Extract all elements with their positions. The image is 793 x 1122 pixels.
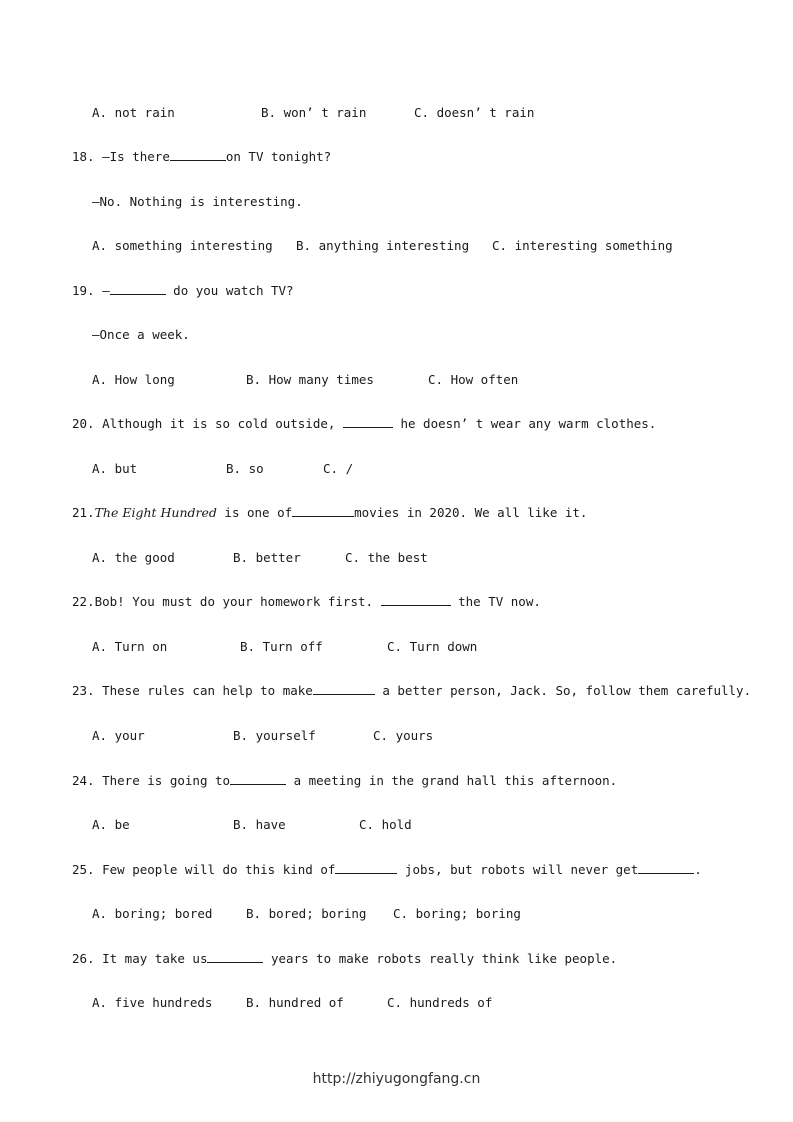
q25-stem-mid: jobs, but robots will never get bbox=[397, 862, 639, 877]
q18-stem bbox=[72, 149, 331, 165]
q19-option-c: C. How often bbox=[428, 372, 519, 387]
q19-stem-pre: — bbox=[102, 283, 110, 298]
q22-option-a: A. Turn on bbox=[92, 639, 168, 654]
q24-stem-pre: There is going to bbox=[102, 773, 231, 788]
q18-blank bbox=[170, 149, 226, 161]
q25-stem bbox=[72, 862, 702, 878]
q25-option-c: C. boring; boring bbox=[393, 906, 521, 921]
q18-stem-pre: —Is there bbox=[102, 149, 170, 164]
q25-option-a: A. boring; bored bbox=[92, 906, 213, 921]
q21-stem-pre: is one of bbox=[216, 505, 293, 520]
q24-option-b: B. have bbox=[233, 817, 286, 832]
q19-answer: —Once a week. bbox=[92, 327, 190, 342]
q23-stem bbox=[72, 683, 751, 699]
q23-option-b: B. yourself bbox=[233, 728, 316, 743]
q17-option-c: C. doesn’ t rain bbox=[414, 105, 535, 120]
q19-stem bbox=[72, 283, 294, 299]
q20-blank bbox=[343, 416, 393, 428]
q22-stem-post: the TV now. bbox=[450, 594, 541, 609]
q23-stem-post: a better person, Jack. So, follow them carefully. bbox=[374, 683, 752, 698]
q26-number: 26. bbox=[72, 951, 95, 966]
q21-option-b: B. better bbox=[233, 550, 301, 565]
q19-number: 19. bbox=[72, 283, 95, 298]
q24-stem bbox=[72, 773, 617, 789]
q19-stem-post: do you watch TV? bbox=[165, 283, 294, 298]
q18-stem-post: on TV tonight? bbox=[225, 149, 332, 164]
q24-blank bbox=[230, 773, 286, 785]
q26-blank bbox=[207, 951, 263, 963]
q17-option-b: B. won’ t rain bbox=[261, 105, 367, 120]
q20-stem-pre: Although it is so cold outside, bbox=[102, 416, 343, 431]
q26-stem-pre: It may take us bbox=[102, 951, 208, 966]
q26-stem-post: years to make robots really think like people. bbox=[263, 951, 618, 966]
q20-option-b: B. so bbox=[226, 461, 264, 476]
q26-stem bbox=[72, 951, 617, 967]
q18-option-a: A. something interesting bbox=[92, 238, 273, 253]
q22-number: 22. bbox=[72, 594, 95, 609]
q18-answer: —No. Nothing is interesting. bbox=[92, 194, 303, 209]
q25-stem-post: . bbox=[694, 862, 702, 877]
q19-blank bbox=[110, 283, 166, 295]
q22-blank bbox=[381, 594, 451, 606]
q24-option-a: A. be bbox=[92, 817, 130, 832]
q18-option-c: C. interesting something bbox=[492, 238, 673, 253]
q26-option-a: A. five hundreds bbox=[92, 995, 213, 1010]
q22-option-c: C. Turn down bbox=[387, 639, 478, 654]
q24-number: 24. bbox=[72, 773, 95, 788]
q18-number: 18. bbox=[72, 149, 95, 164]
q25-number: 25. bbox=[72, 862, 95, 877]
q24-stem-post: a meeting in the grand hall this afternoon. bbox=[286, 773, 618, 788]
q21-option-a: A. the good bbox=[92, 550, 175, 565]
q23-number: 23. bbox=[72, 683, 95, 698]
q22-option-b: B. Turn off bbox=[240, 639, 323, 654]
q24-option-c: C. hold bbox=[359, 817, 412, 832]
footer-url: http://zhiyugongfang.cn bbox=[312, 1071, 481, 1087]
q17-option-a: A. not rain bbox=[92, 105, 175, 120]
q25-stem-pre: Few people will do this kind of bbox=[102, 862, 336, 877]
q21-movie-title: The Eight Hundred bbox=[94, 505, 217, 520]
q20-stem-post: he doesn’ t wear any warm clothes. bbox=[392, 416, 657, 431]
q21-stem bbox=[72, 505, 587, 521]
q25-blank-1 bbox=[335, 862, 397, 874]
q20-number: 20. bbox=[72, 416, 95, 431]
q25-blank-2 bbox=[638, 862, 694, 874]
q21-number: 21. bbox=[72, 505, 95, 520]
q20-option-c: C. / bbox=[323, 461, 354, 476]
q26-option-b: B. hundred of bbox=[246, 995, 344, 1010]
q18-option-b: B. anything interesting bbox=[296, 238, 470, 253]
q25-option-b: B. bored; boring bbox=[246, 906, 367, 921]
q23-blank bbox=[313, 683, 375, 695]
q20-option-a: A. but bbox=[92, 461, 138, 476]
q22-stem-pre: Bob! You must do your homework first. bbox=[94, 594, 381, 609]
q21-stem-post: movies in 2020. We all like it. bbox=[354, 505, 588, 520]
q21-blank bbox=[292, 505, 354, 517]
q23-option-a: A. your bbox=[92, 728, 145, 743]
q19-option-b: B. How many times bbox=[246, 372, 374, 387]
q22-stem bbox=[72, 594, 541, 610]
q23-stem-pre: These rules can help to make bbox=[102, 683, 313, 698]
q23-option-c: C. yours bbox=[373, 728, 434, 743]
q26-option-c: C. hundreds of bbox=[387, 995, 493, 1010]
q21-option-c: C. the best bbox=[345, 550, 428, 565]
q19-option-a: A. How long bbox=[92, 372, 175, 387]
q20-stem bbox=[72, 416, 656, 432]
